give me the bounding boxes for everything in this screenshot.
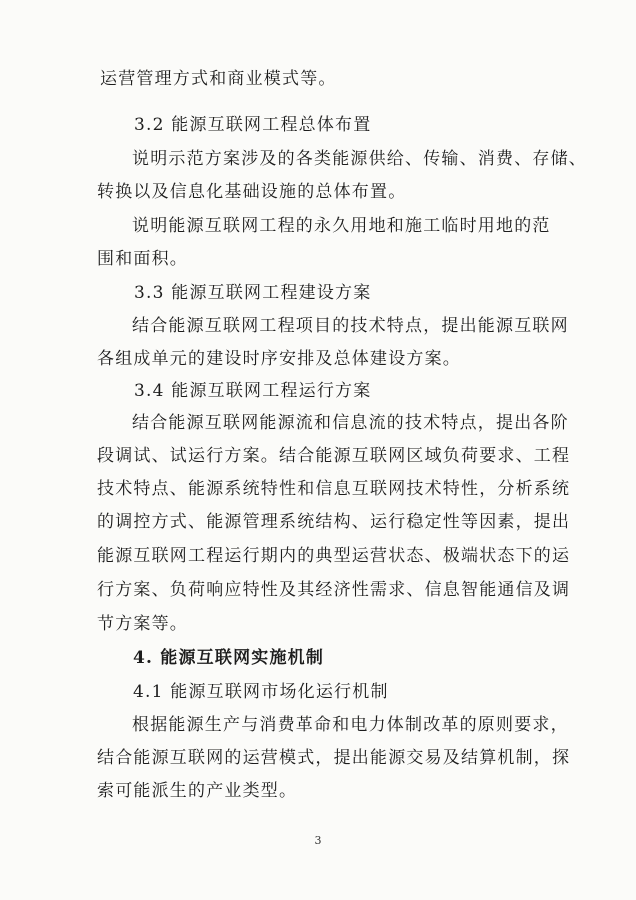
text-line: 的调控方式、能源管理系统结构、运行稳定性等因素，提出 xyxy=(97,512,571,532)
section-heading-3-3: 3.3 能源互联网工程建设方案 xyxy=(134,283,372,303)
text-line: 能源互联网工程运行期内的典型运营状态、极端状态下的运 xyxy=(97,546,571,566)
text-line: 运营管理方式和商业模式等。 xyxy=(100,69,337,89)
section-heading-4: 4. 能源互联网实施机制 xyxy=(133,648,325,668)
text-line: 说明能源互联网工程的永久用地和施工临时用地的范 xyxy=(132,216,551,236)
text-line: 转换以及信息化基础设施的总体布置。 xyxy=(97,182,407,202)
text-line: 说明示范方案涉及的各类能源供给、传输、消费、存储、 xyxy=(132,149,587,169)
section-heading-3-2: 3.2 能源互联网工程总体布置 xyxy=(134,115,372,135)
text-line: 行方案、负荷响应特性及其经济性需求、信息智能通信及调 xyxy=(97,580,571,600)
text-line: 结合能源互联网工程项目的技术特点，提出能源互联网 xyxy=(132,316,569,336)
text-line: 围和面积。 xyxy=(97,249,188,269)
section-heading-4-1: 4.1 能源互联网市场化运行机制 xyxy=(133,682,389,702)
text-line: 技术特点、能源系统特性和信息互联网技术特性，分析系统 xyxy=(97,479,571,499)
text-line: 各组成单元的建设时序安排及总体建设方案。 xyxy=(97,349,461,369)
text-line: 结合能源互联网能源流和信息流的技术特点，提出各阶 xyxy=(132,413,569,433)
text-line: 段调试、试运行方案。结合能源互联网区域负荷要求、工程 xyxy=(97,446,571,466)
section-heading-3-4: 3.4 能源互联网工程运行方案 xyxy=(134,381,372,401)
text-line: 根据能源生产与消费革命和电力体制改革的原则要求， xyxy=(132,715,569,735)
text-line: 结合能源互联网的运营模式，提出能源交易及结算机制，探 xyxy=(97,748,571,768)
text-line: 节方案等。 xyxy=(97,614,188,634)
text-line: 索可能派生的产业类型。 xyxy=(97,781,298,801)
page-number: 3 xyxy=(314,834,322,847)
